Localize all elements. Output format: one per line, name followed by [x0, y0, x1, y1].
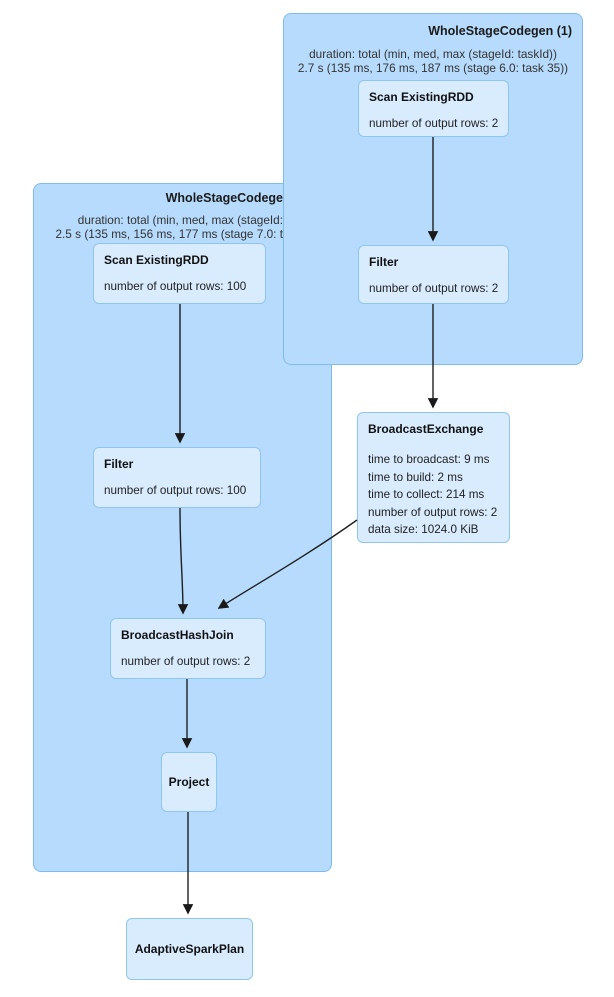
node-title: Scan ExistingRDD	[104, 253, 209, 267]
cluster-duration-label: duration: total (min, med, max (stageId: taskId))	[309, 47, 557, 61]
cluster-duration-value: 2.5 s (135 ms, 156 ms, 177 ms (stage 7.0: t	[55, 227, 283, 241]
node-metric: data size: 1024.0 KiB	[368, 523, 479, 536]
cluster-duration-value: 2.7 s (135 ms, 176 ms, 187 ms (stage 6.0: task 35))	[297, 61, 569, 75]
node-metric: number of output rows: 2	[121, 655, 251, 668]
node-metric: number of output rows: 2	[368, 505, 498, 519]
node-title: AdaptiveSparkPlan	[134, 942, 245, 956]
node-broadcast-exchange[interactable]	[357, 412, 510, 543]
node-scan-existingrdd-1[interactable]	[358, 80, 509, 137]
node-title: Scan ExistingRDD	[369, 90, 474, 104]
node-metric: number of output rows: 2	[369, 117, 499, 130]
node-metric: time to collect: 214 ms	[368, 488, 485, 501]
node-metric: time to broadcast: 9 ms	[368, 453, 490, 466]
node-metric: time to build: 2 ms	[368, 470, 463, 484]
node-title: BroadcastHashJoin	[121, 628, 234, 642]
node-title: Filter	[104, 457, 134, 471]
node-metric: number of output rows: 2	[369, 282, 499, 295]
node-metric: number of output rows: 100	[104, 484, 247, 497]
node-project[interactable]	[161, 752, 217, 812]
node-metrics	[358, 436, 509, 539]
node-title: Project	[168, 775, 210, 789]
node-broadcast-hash-join[interactable]	[110, 618, 266, 679]
cluster-wholestagecodegen-1	[283, 13, 583, 365]
cluster-title: WholeStageCodege	[165, 191, 283, 205]
cluster-title: WholeStageCodegen (1)	[428, 24, 572, 38]
node-title: BroadcastExchange	[368, 422, 484, 436]
node-filter-1[interactable]	[358, 245, 509, 304]
node-filter-2[interactable]	[93, 447, 261, 508]
node-title: Filter	[369, 255, 399, 269]
node-adaptive-spark-plan[interactable]	[126, 918, 253, 980]
node-scan-existingrdd-2[interactable]	[93, 243, 266, 304]
node-metric: number of output rows: 100	[104, 280, 247, 293]
cluster-duration-label: duration: total (min, med, max (stageId:	[77, 213, 283, 227]
